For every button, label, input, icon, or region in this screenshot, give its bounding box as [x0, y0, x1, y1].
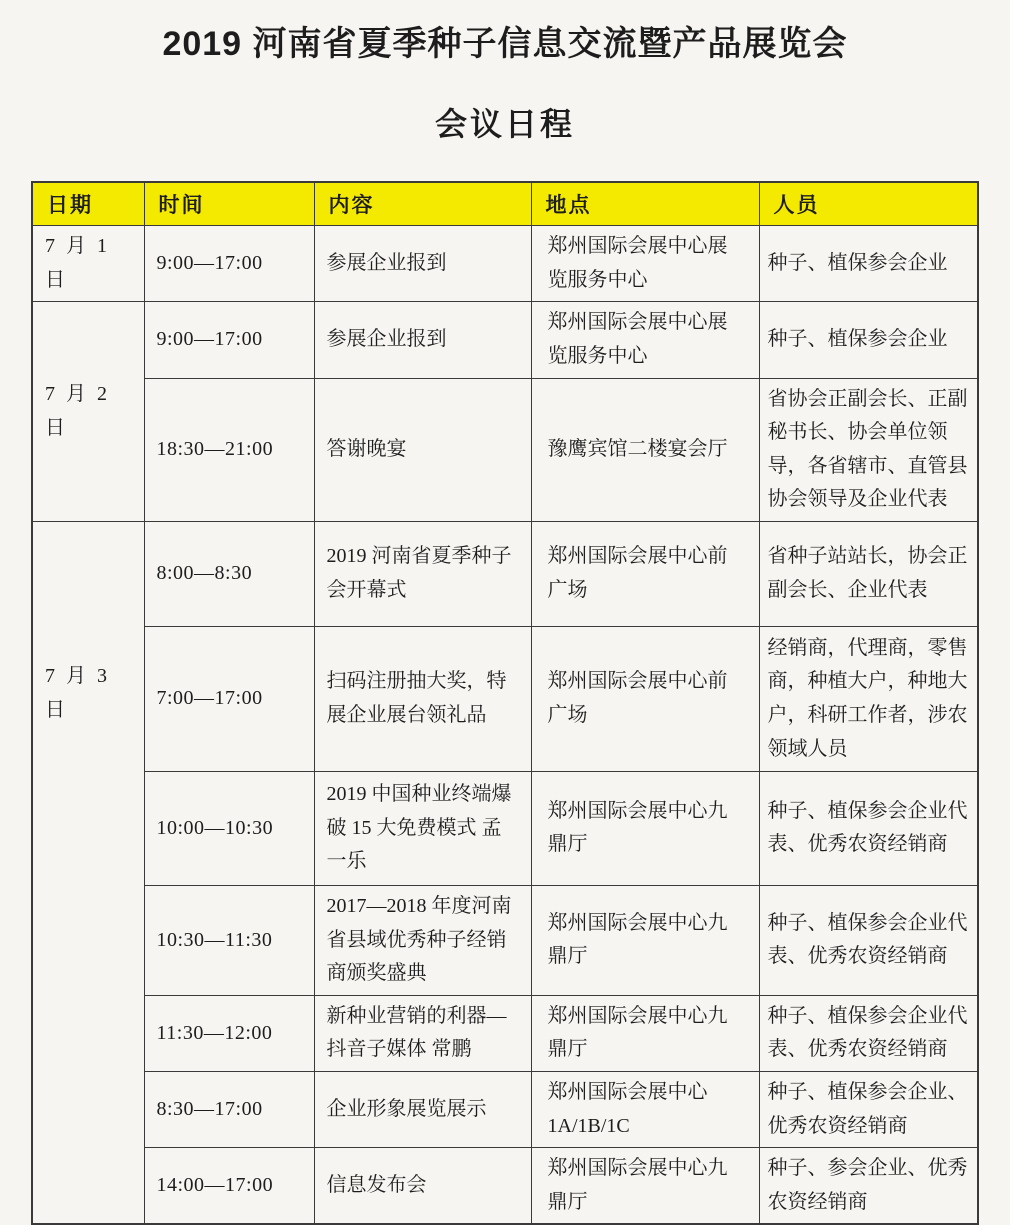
personnel-cell: 种子、植保参会企业代表、优秀农资经销商: [759, 885, 978, 995]
personnel-cell: 省协会正副会长、正副秘书长、协会单位领导，各省辖市、直管县协会领导及企业代表: [759, 378, 978, 521]
table-header-row: [32, 182, 978, 226]
content-cell: 新种业营销的利器—抖音子媒体 常鹏: [314, 995, 531, 1071]
date-cell-jul3: 7 月 3 日: [32, 521, 144, 1224]
time-cell: 18:30—21:00: [144, 378, 314, 521]
location-cell: 郑州国际会展中心展览服务中心: [531, 226, 759, 302]
location-cell: 郑州国际会展中心展览服务中心: [531, 302, 759, 378]
title-block: [0, 0, 1010, 181]
personnel-cell: 种子、植保参会企业代表、优秀农资经销商: [759, 995, 978, 1071]
personnel-cell: 经销商，代理商，零售商，种植大户，种地大户，科研工作者，涉农领域人员: [759, 626, 978, 771]
personnel-cell: 种子、植保参会企业: [759, 302, 978, 378]
time-cell: 9:00—17:00: [144, 302, 314, 378]
header-content: 内容: [314, 182, 531, 226]
location-cell: 郑州国际会展中心九鼎厅: [531, 995, 759, 1071]
location-cell: 郑州国际会展中心九鼎厅: [531, 1148, 759, 1225]
table-row: [32, 771, 978, 885]
date-cell-jul2: 7 月 2 日: [32, 302, 144, 522]
location-cell: 豫鹰宾馆二楼宴会厅: [531, 378, 759, 521]
content-cell: 信息发布会: [314, 1148, 531, 1225]
personnel-cell: 种子、参会企业、优秀农资经销商: [759, 1148, 978, 1225]
time-cell: 7:00—17:00: [144, 626, 314, 771]
time-cell: 10:30—11:30: [144, 885, 314, 995]
content-cell: 参展企业报到: [314, 226, 531, 302]
header-date: 日期: [32, 182, 144, 226]
header-location: 地点: [531, 182, 759, 226]
content-cell: 扫码注册抽大奖，特展企业展台领礼品: [314, 626, 531, 771]
table-row: [32, 1148, 978, 1225]
time-cell: 8:00—8:30: [144, 521, 314, 626]
header-personnel: 人员: [759, 182, 978, 226]
table-row: [32, 1071, 978, 1147]
table-row: [32, 378, 978, 521]
page-title: 2019 河南省夏季种子信息交流暨产品展览会: [162, 25, 848, 63]
content-cell: 2017—2018 年度河南省县域优秀种子经销商颁奖盛典: [314, 885, 531, 995]
time-cell: 10:00—10:30: [144, 771, 314, 885]
content-cell: 企业形象展览展示: [314, 1071, 531, 1147]
content-cell: 2019 中国种业终端爆破 15 大免费模式 孟一乐: [314, 771, 531, 885]
table-row: [32, 626, 978, 771]
content-cell: 答谢晚宴: [314, 378, 531, 521]
location-cell: 郑州国际会展中心 1A/1B/1C: [531, 1071, 759, 1147]
table-row: [32, 226, 978, 302]
location-cell: 郑州国际会展中心九鼎厅: [531, 885, 759, 995]
personnel-cell: 种子、植保参会企业、优秀农资经销商: [759, 1071, 978, 1147]
time-cell: 8:30—17:00: [144, 1071, 314, 1147]
time-cell: 14:00—17:00: [144, 1148, 314, 1225]
time-cell: 9:00—17:00: [144, 226, 314, 302]
personnel-cell: 种子、植保参会企业代表、优秀农资经销商: [759, 771, 978, 885]
schedule-table: [31, 181, 979, 1225]
personnel-cell: 种子、植保参会企业: [759, 226, 978, 302]
table-row: [32, 521, 978, 626]
date-cell-jul1: 7 月 1 日: [32, 226, 144, 302]
location-cell: 郑州国际会展中心九鼎厅: [531, 771, 759, 885]
header-time: 时间: [144, 182, 314, 226]
personnel-cell: 省种子站站长，协会正副会长、企业代表: [759, 521, 978, 626]
table-row: [32, 302, 978, 378]
content-cell: 2019 河南省夏季种子会开幕式: [314, 521, 531, 626]
page-subtitle: 会议日程: [434, 105, 575, 142]
location-cell: 郑州国际会展中心前广场: [531, 521, 759, 626]
content-cell: 参展企业报到: [314, 302, 531, 378]
time-cell: 11:30—12:00: [144, 995, 314, 1071]
table-row: [32, 885, 978, 995]
table-row: [32, 995, 978, 1071]
location-cell: 郑州国际会展中心前广场: [531, 626, 759, 771]
